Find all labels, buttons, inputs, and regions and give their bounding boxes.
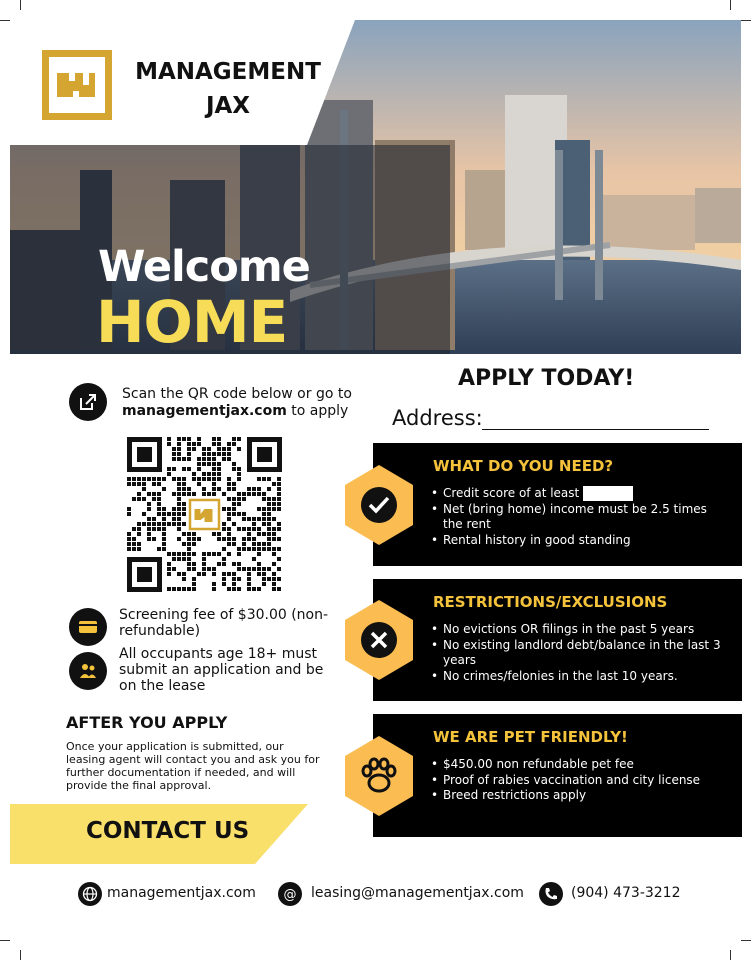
crop-mark [20, 0, 21, 10]
x-icon [343, 598, 415, 682]
globe-icon [78, 882, 102, 906]
occupants-text: All occupants age 18+ must submit an application and be on the lease [119, 646, 324, 694]
screening-fee-text: Screening fee of $30.00 (non-refundable) [119, 607, 329, 639]
redacted-box [583, 486, 633, 501]
list-item: • $450.00 non refundable pet fee [431, 757, 726, 773]
brand-name [128, 55, 328, 123]
svg-text:@: @ [283, 887, 297, 902]
qr-code[interactable] [127, 437, 282, 592]
list-item: • No crimes/felonies in the last 10 years. [431, 669, 726, 685]
crop-mark [20, 950, 21, 960]
panel-title: WHAT DO YOU NEED? [433, 457, 614, 475]
at-sign-icon [278, 882, 302, 906]
phone-icon [539, 882, 563, 906]
scan-instructions [122, 386, 382, 420]
hero-banner [10, 20, 741, 354]
brand-line1: MANAGEMENT [135, 59, 321, 85]
footer-website[interactable]: managementjax.com [107, 885, 256, 901]
home-heading: HOME [96, 288, 288, 354]
list-item: • Rental history in good standing [431, 533, 726, 549]
crop-mark [741, 20, 751, 21]
restrictions-panel [373, 579, 742, 701]
crop-mark [730, 950, 731, 960]
panel-title: RESTRICTIONS/EXCLUSIONS [433, 593, 668, 611]
after-you-apply-heading: AFTER YOU APPLY [66, 713, 228, 732]
scan-line1: Scan the QR code below or go to [122, 386, 352, 402]
pet-policy-list [431, 757, 726, 804]
list-item: • Net (bring home) income must be 2.5 times the rent [431, 502, 726, 533]
footer-email[interactable]: leasing@managementjax.com [311, 885, 524, 901]
scan-suffix: to apply [286, 403, 349, 419]
list-item: • Proof of rabies vaccination and city license [431, 773, 726, 789]
after-you-apply-body: Once your application is submitted, our leasing agent will contact you and ask you for further documentation if needed, and will provide the final approval. [66, 740, 320, 792]
group-icon [69, 652, 107, 690]
contact-us-heading[interactable]: CONTACT US [86, 818, 250, 844]
list-item: • Credit score of at least [431, 486, 726, 502]
list-item: • No evictions OR filings in the past 5 years [431, 622, 726, 638]
credit-card-icon [69, 608, 107, 646]
brand-line2: JAX [205, 93, 251, 119]
paw-icon [343, 734, 415, 818]
footer-phone[interactable]: (904) 473-3212 [571, 885, 681, 901]
requirements-list [431, 486, 726, 548]
address-label: Address: [392, 406, 483, 430]
list-item: • Breed restrictions apply [431, 788, 726, 804]
header-white-wedge [10, 20, 741, 150]
crop-mark [0, 20, 10, 21]
checkmark-icon [343, 463, 415, 547]
apply-today-heading: APPLY TODAY! [458, 366, 635, 391]
crop-mark [741, 940, 751, 941]
list-item: • No existing landlord debt/balance in the last 3 years [431, 638, 726, 669]
address-blank-line [482, 429, 709, 430]
crop-mark [730, 0, 731, 10]
welcome-heading: Welcome [98, 242, 310, 292]
website-link[interactable]: managementjax.com [122, 403, 287, 419]
external-link-icon [69, 383, 107, 421]
restrictions-list [431, 622, 726, 684]
pet-policy-panel [373, 714, 742, 837]
panel-title: WE ARE PET FRIENDLY! [433, 728, 628, 746]
mj-logo-icon [49, 57, 105, 113]
crop-mark [0, 940, 10, 941]
brand-logo [42, 50, 112, 120]
requirements-panel [373, 443, 742, 566]
